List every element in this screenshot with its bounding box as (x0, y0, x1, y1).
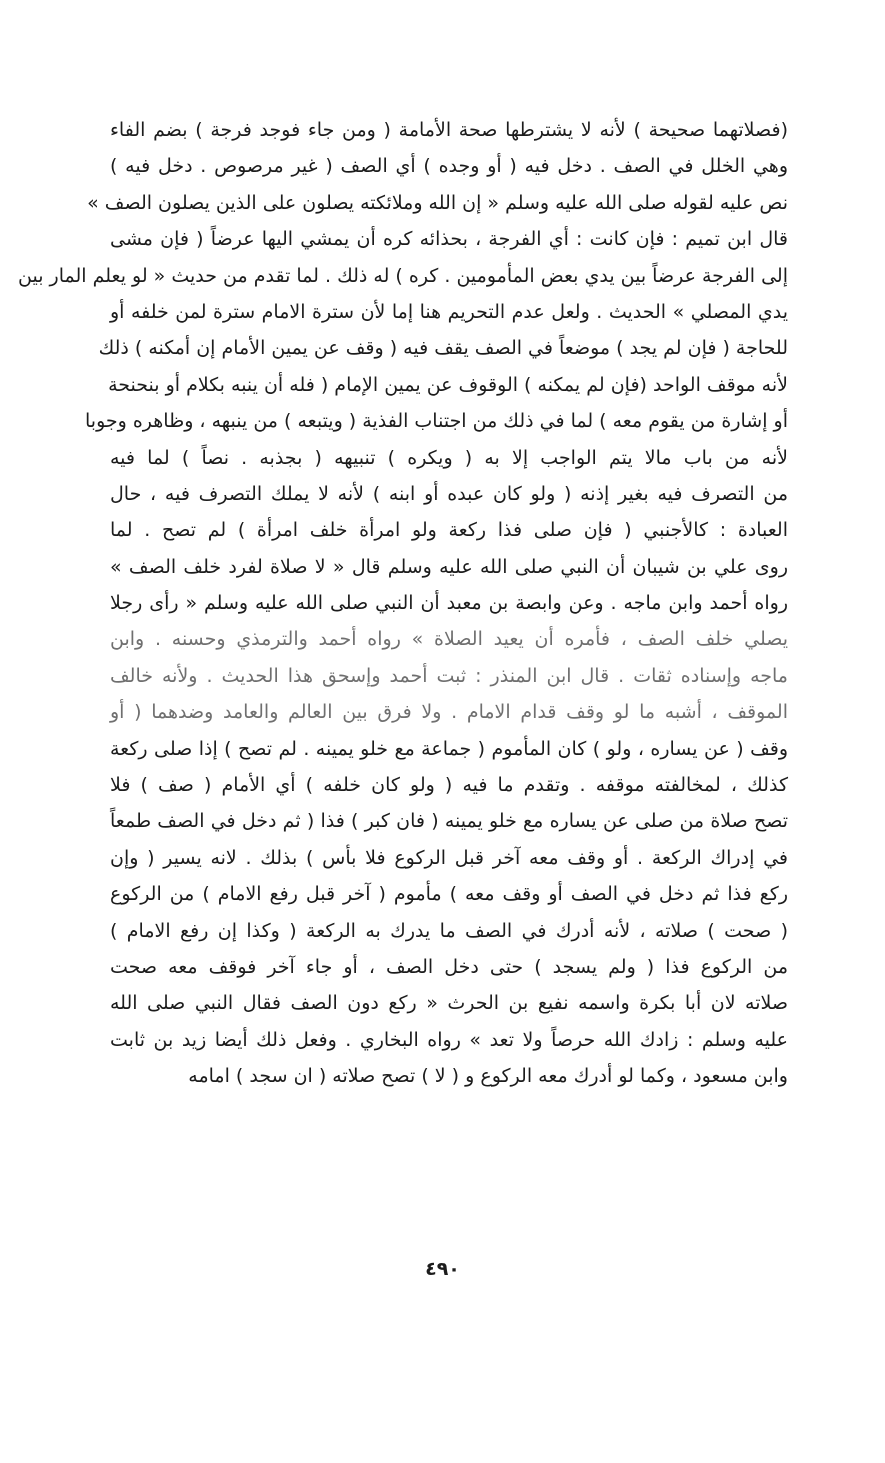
body-text (18, 112, 788, 1095)
text-line-27: وابن مسعود ، وكما لو أدرك معه الركوع و ( لا ) تصح صلاته ( ان سجد ) امامه (188, 1065, 788, 1088)
text-line-6: يدي المصلي » الحديث . ولعل عدم التحريم هنا إما لأن سترة الامام سترة لمن خلفه أو (110, 300, 788, 323)
text-line-19: كذلك ، لمخالفته موقفه . وتقدم ما فيه ( ولو كان خلفه ) أي الأمام ( صف ) فلا (110, 774, 788, 797)
text-line-21: في إدراك الركعة . أو وقف معه آخر قبل الركوع فلا بأس ) بذلك . لانه يسير ( وإن (110, 846, 788, 869)
text-line-8: لأنه موقف الواحد (فإن لم يمكنه ) الوقوف عن يمين الإمام ( فله أن ينبه بكلام أو بنحنحة (108, 373, 788, 396)
text-line-11: من التصرف فيه بغير إذنه ( ولو كان عبده أو ابنه ) لأنه لا يملك التصرف فيه ، حال (110, 482, 788, 505)
text-line-23: ( صحت ) صلاته ، لأنه أدرك في الصف ما يدرك به الركعة ( وكذا إن رفع الامام ) (110, 919, 788, 942)
text-line-7: للحاجة ( فإن لم يجد ) موضعاً في الصف يقف فيه ( وقف عن يمين الأمام إن أمكنه ) ذلك (98, 337, 788, 360)
text-line-2: وهي الخلل في الصف . دخل فيه ( أو وجده ) أي الصف ( غير مرصوص . دخل فيه ) (110, 155, 788, 178)
text-line-5: إلى الفرجة عرضاً بين يدي بعض المأمومين . كره ) له ذلك . لما تقدم من حديث « لو يعلم المار بين (18, 264, 788, 287)
text-line-26: عليه وسلم : زادك الله حرصاً ولا تعد » رواه البخاري . وفعل ذلك أيضا زيد بن ثابت (110, 1028, 788, 1051)
text-line-14: رواه أحمد وابن ماجه . وعن وابصة بن معبد أن النبي صلى الله عليه وسلم « رأى رجلا (110, 592, 788, 615)
text-line-4: قال ابن تميم : فإن كانت : أي الفرجة ، بحذائه كره أن يمشي اليها عرضاً ( فإن مشى (110, 228, 788, 251)
text-line-10: لأنه من باب مالا يتم الواجب إلا به ( ويكره ) تنبيهه ( بجذبه . نصاً ) لما فيه (110, 446, 788, 469)
text-line-17: الموقف ، أشبه ما لو وقف قدام الامام . ولا فرق بين العالم والعامد وضدهما ( أو (110, 701, 788, 724)
page-number: ٤٩٠ (425, 1258, 460, 1280)
text-line-3: نص عليه لقوله صلى الله عليه وسلم « إن الله وملائكته يصلون على الذين يصلون الصف » (87, 191, 788, 214)
text-line-18: وقف ( عن يساره ، ولو ) كان المأموم ( جماعة مع خلو يمينه . لم تصح ) إذا صلى ركعة (110, 737, 788, 760)
text-line-12: العبادة : كالأجنبي ( فإن صلى فذا ركعة ولو امرأة خلف امرأة ) لم تصح . لما (110, 519, 788, 542)
text-line-25: صلاته لان أبا بكرة واسمه نفيع بن الحرث « ركع دون الصف فقال النبي صلى الله (110, 992, 788, 1015)
text-line-16: ماجه وإسناده ثقات . قال ابن المنذر : ثبت أحمد وإسحق هذا الحديث . ولأنه خالف (110, 664, 788, 687)
text-line-13: روى علي بن شيبان أن النبي صلى الله عليه وسلم قال « لا صلاة لفرد خلف الصف » (110, 555, 788, 578)
text-line-1: (فصلاتهما صحيحة ) لأنه لا يشترطها صحة الأمامة ( ومن جاء فوجد فرجة ) بضم الفاء (110, 119, 788, 141)
text-line-22: ركع فذا ثم دخل في الصف أو وقف معه ) مأموم ( آخر قبل رفع الامام ) من الركوع (110, 883, 788, 906)
text-line-15: يصلي خلف الصف ، فأمره أن يعيد الصلاة » رواه أحمد والترمذي وحسنه . وابن (110, 628, 788, 651)
text-line-24: من الركوع فذا ( ولم يسجد ) حتى دخل الصف ، أو جاء آخر فوقف معه صحت (110, 955, 788, 978)
text-line-20: تصح صلاة من صلى عن يساره مع خلو يمينه ( فان كبر ) فذا ( ثم دخل في الصف طمعاً (110, 810, 788, 833)
text-line-9: أو إشارة من يقوم معه ) لما في ذلك من اجتناب الفذية ( ويتبعه ) من ينبهه ، وظاهره وجوبا (85, 410, 788, 433)
